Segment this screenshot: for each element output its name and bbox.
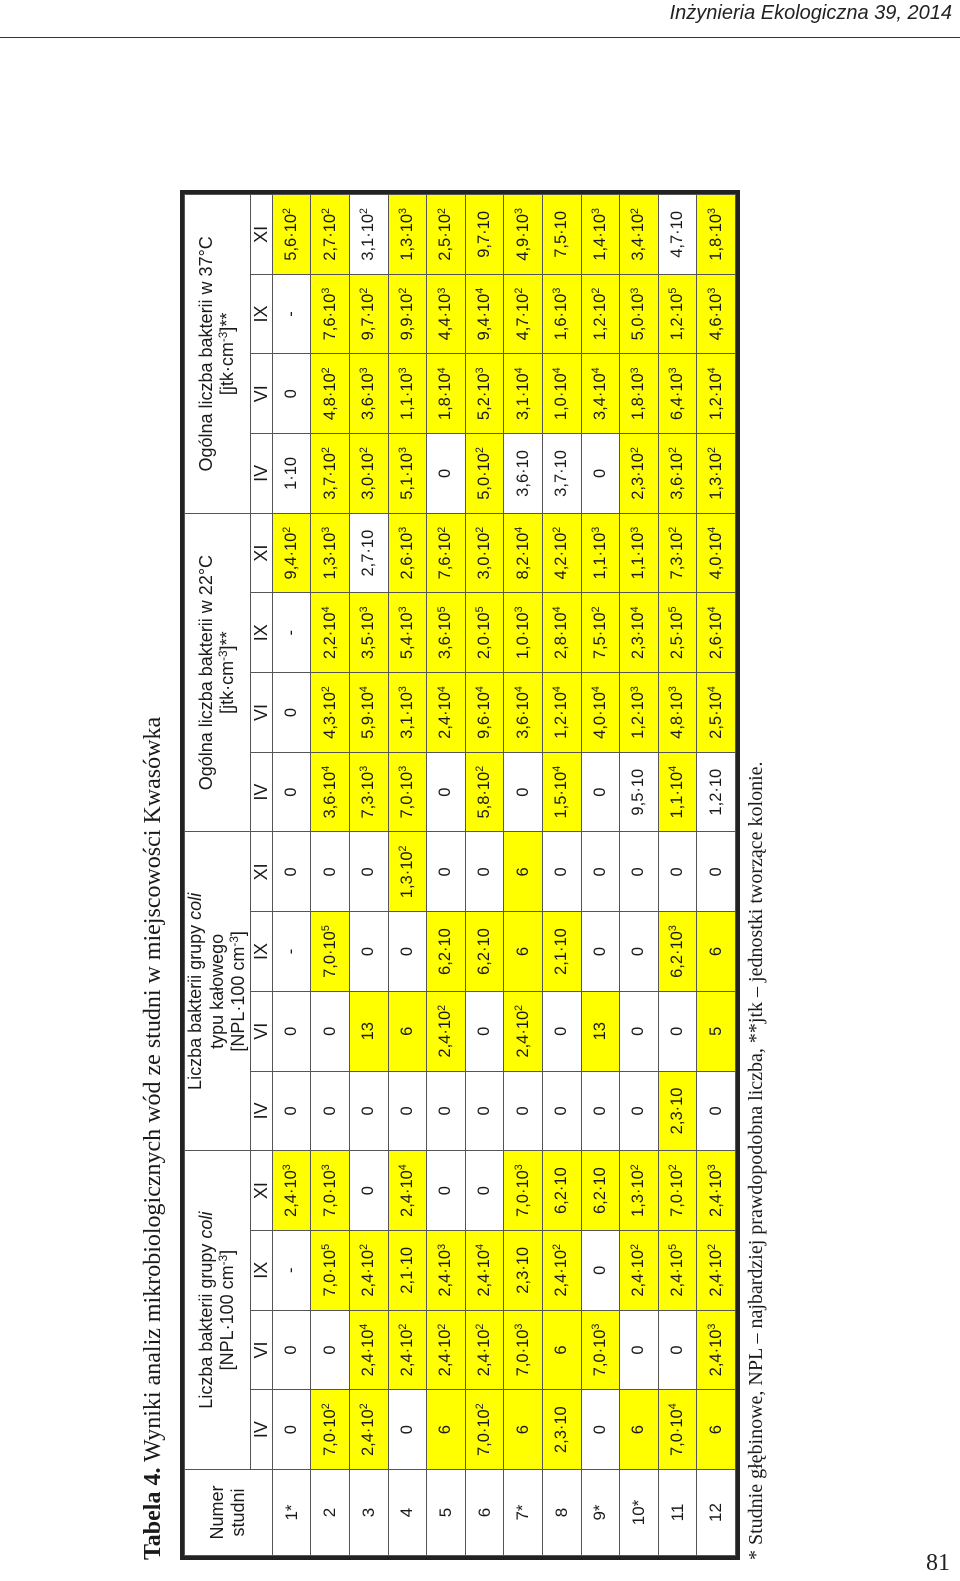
value-cell: $1,1\cdot 10^3$: [388, 354, 427, 434]
value-cell: $7,0\cdot 10^3$: [504, 1151, 543, 1231]
value-cell: $2,4\cdot 10^5$: [658, 1230, 697, 1310]
value-cell: $2,3\cdot 10^2$: [620, 434, 659, 514]
value-cell: $1,6\cdot 10^3$: [542, 274, 581, 354]
value-cell: $2,4\cdot 10^2$: [427, 991, 466, 1071]
value-cell: $9,4\cdot 10^4$: [465, 274, 504, 354]
value-cell: 6,2·10: [581, 1151, 620, 1231]
value-cell: 2,3·10: [542, 1390, 581, 1470]
value-cell: $5,0\cdot 10^2$: [465, 434, 504, 514]
value-cell: $2,4\cdot 10^3$: [272, 1151, 311, 1231]
value-cell: $2,4\cdot 10^2$: [388, 1310, 427, 1390]
value-cell: $3,5\cdot 10^3$: [349, 593, 388, 673]
value-cell: $7,0\cdot 10^2$: [311, 1390, 350, 1470]
header-month-ix: IX: [250, 274, 272, 354]
value-cell: $3,4\cdot 10^4$: [581, 354, 620, 434]
table-row: [697, 195, 736, 1556]
value-cell: 0: [620, 1310, 659, 1390]
value-cell: 3,6·10: [504, 434, 543, 514]
value-cell: -: [272, 912, 311, 992]
value-cell: 0: [581, 434, 620, 514]
header-group-4: Ogólna liczba bakterii w 37°C $[jtk\cdot cm^{-3}]**$: [185, 195, 251, 514]
value-cell: 0: [427, 752, 466, 832]
value-cell: $7,3\cdot 10^2$: [658, 513, 697, 593]
value-cell: 6: [427, 1390, 466, 1470]
value-cell: 6: [504, 1390, 543, 1470]
value-cell: 0: [542, 832, 581, 912]
well-number-cell: 7*: [504, 1470, 543, 1556]
value-cell: $2,6\cdot 10^3$: [388, 513, 427, 593]
value-cell: 6: [388, 991, 427, 1071]
value-cell: $2,4\cdot 10^4$: [388, 1151, 427, 1231]
value-cell: 0: [465, 832, 504, 912]
value-cell: $7,0\cdot 10^3$: [504, 1310, 543, 1390]
value-cell: $1,2\cdot 10^4$: [697, 354, 736, 434]
value-cell: $4,0\cdot 10^4$: [697, 513, 736, 593]
value-cell: 0: [658, 991, 697, 1071]
value-cell: $2,0\cdot 10^5$: [465, 593, 504, 673]
value-cell: 0: [272, 1310, 311, 1390]
value-cell: 0: [427, 1151, 466, 1231]
value-cell: $1,2\cdot 10^2$: [581, 274, 620, 354]
value-cell: 0: [542, 1071, 581, 1151]
value-cell: $9,7\cdot 10^2$: [349, 274, 388, 354]
value-cell: 0: [658, 1310, 697, 1390]
value-cell: 0: [504, 1071, 543, 1151]
value-cell: $2,2\cdot 10^4$: [311, 593, 350, 673]
well-number-cell: 1*: [272, 1470, 311, 1556]
value-cell: 0: [465, 1151, 504, 1231]
value-cell: 2,3·10: [658, 1071, 697, 1151]
value-cell: $4,2\cdot 10^2$: [542, 513, 581, 593]
value-cell: $1,2\cdot 10^5$: [658, 274, 697, 354]
value-cell: $4,0\cdot 10^4$: [581, 673, 620, 753]
value-cell: 6: [697, 1390, 736, 1470]
value-cell: $1,2\cdot 10^3$: [620, 673, 659, 753]
value-cell: $5,2\cdot 10^3$: [465, 354, 504, 434]
value-cell: $2,4\cdot 10^2$: [465, 1310, 504, 1390]
header-group-3: Ogólna liczba bakterii w 22°C $[jtk\cdot cm^{-3}]**$: [185, 513, 251, 832]
header-month-vi: VI: [250, 673, 272, 753]
value-cell: $2,4\cdot 10^2$: [697, 1230, 736, 1310]
value-cell: $4,8\cdot 10^2$: [311, 354, 350, 434]
value-cell: 0: [272, 1390, 311, 1470]
well-number-cell: 4: [388, 1470, 427, 1556]
value-cell: 0: [620, 991, 659, 1071]
value-cell: 2,1·10: [388, 1230, 427, 1310]
value-cell: $7,6\cdot 10^2$: [427, 513, 466, 593]
table-row: [620, 195, 659, 1556]
value-cell: $2,4\cdot 10^2$: [349, 1390, 388, 1470]
value-cell: $1,3\cdot 10^3$: [311, 513, 350, 593]
value-cell: 0: [581, 912, 620, 992]
well-number-cell: 3: [349, 1470, 388, 1556]
value-cell: 0: [581, 832, 620, 912]
value-cell: $7,0\cdot 10^2$: [465, 1390, 504, 1470]
value-cell: 9,5·10: [620, 752, 659, 832]
value-cell: $3,0\cdot 10^2$: [349, 434, 388, 514]
value-cell: 0: [272, 354, 311, 434]
value-cell: 0: [311, 1310, 350, 1390]
value-cell: $2,4\cdot 10^2$: [349, 1230, 388, 1310]
header-row-groups: [185, 195, 251, 1556]
value-cell: $4,3\cdot 10^2$: [311, 673, 350, 753]
value-cell: $2,4\cdot 10^3$: [427, 1230, 466, 1310]
value-cell: -: [272, 593, 311, 673]
page-number: 81: [926, 1550, 950, 1576]
value-cell: 0: [542, 991, 581, 1071]
value-cell: 0: [272, 673, 311, 753]
table-row: [465, 195, 504, 1556]
value-cell: $5,9\cdot 10^4$: [349, 673, 388, 753]
value-cell: 0: [311, 1071, 350, 1151]
value-cell: $5,4\cdot 10^3$: [388, 593, 427, 673]
value-cell: $1,1\cdot 10^3$: [581, 513, 620, 593]
value-cell: 0: [581, 752, 620, 832]
value-cell: $7,0\cdot 10^3$: [388, 752, 427, 832]
value-cell: 0: [311, 991, 350, 1071]
value-cell: $4,9\cdot 10^3$: [504, 195, 543, 275]
value-cell: $4,8\cdot 10^3$: [658, 673, 697, 753]
table-row: [581, 195, 620, 1556]
value-cell: 0: [658, 832, 697, 912]
value-cell: 4,7·10: [658, 195, 697, 275]
value-cell: 0: [349, 912, 388, 992]
value-cell: 6,2·10: [542, 1151, 581, 1231]
well-number-cell: 11: [658, 1470, 697, 1556]
value-cell: 7,5·10: [542, 195, 581, 275]
table-caption: [140, 717, 167, 1560]
header-month-xi: XI: [250, 1151, 272, 1231]
well-number-cell: 10*: [620, 1470, 659, 1556]
value-cell: 0: [504, 752, 543, 832]
value-cell: $3,4\cdot 10^2$: [620, 195, 659, 275]
value-cell: $2,4\cdot 10^2$: [427, 1310, 466, 1390]
value-cell: $1,3\cdot 10^2$: [388, 832, 427, 912]
well-number-cell: 9*: [581, 1470, 620, 1556]
header-well-number: Numer studni: [185, 1470, 273, 1556]
value-cell: $2,4\cdot 10^4$: [465, 1230, 504, 1310]
header-month-iv: IV: [250, 1390, 272, 1470]
header-month-vi: VI: [250, 991, 272, 1071]
table-row: [272, 195, 311, 1556]
table-row: [311, 195, 350, 1556]
header-month-iv: IV: [250, 1071, 272, 1151]
value-cell: $2,6\cdot 10^4$: [697, 593, 736, 673]
value-cell: 0: [388, 1390, 427, 1470]
table-footnote: * Studnie głębinowe, NPL – najbardziej prawdopodobna liczba, **jtk – jednostki tworzące kolonie.: [745, 761, 767, 1560]
value-cell: 2,7·10: [349, 513, 388, 593]
value-cell: $1,4\cdot 10^3$: [581, 195, 620, 275]
value-cell: $7,6\cdot 10^3$: [311, 274, 350, 354]
value-cell: $1,3\cdot 10^3$: [388, 195, 427, 275]
value-cell: 6: [620, 1390, 659, 1470]
table-row: [658, 195, 697, 1556]
value-cell: $5,8\cdot 10^2$: [465, 752, 504, 832]
value-cell: 3,7·10: [542, 434, 581, 514]
value-cell: $8,2\cdot 10^4$: [504, 513, 543, 593]
value-cell: 0: [620, 1071, 659, 1151]
value-cell: $1,2\cdot 10^4$: [542, 673, 581, 753]
value-cell: 0: [581, 1071, 620, 1151]
header-month-xi: XI: [250, 832, 272, 912]
value-cell: 0: [620, 832, 659, 912]
value-cell: $2,4\cdot 10^2$: [542, 1230, 581, 1310]
value-cell: $9,4\cdot 10^2$: [272, 513, 311, 593]
value-cell: $1,3\cdot 10^2$: [697, 434, 736, 514]
value-cell: 0: [427, 434, 466, 514]
value-cell: 9,7·10: [465, 195, 504, 275]
value-cell: $3,0\cdot 10^2$: [465, 513, 504, 593]
value-cell: $2,7\cdot 10^2$: [311, 195, 350, 275]
value-cell: $1,0\cdot 10^4$: [542, 354, 581, 434]
value-cell: $1,1\cdot 10^3$: [620, 513, 659, 593]
value-cell: $2,4\cdot 10^2$: [620, 1230, 659, 1310]
header-group-2: Liczba bakterii grupy coli typu kałowego [NPL·100 $cm^{-3}$]: [185, 832, 251, 1151]
caption-text: Wyniki analiz mikrobiologicznych wód ze studni w miejscowości Kwasówka: [140, 716, 166, 1468]
value-cell: $2,4\cdot 10^3$: [697, 1310, 736, 1390]
value-cell: 13: [349, 991, 388, 1071]
value-cell: $2,4\cdot 10^4$: [349, 1310, 388, 1390]
value-cell: $5,6\cdot 10^2$: [272, 195, 311, 275]
value-cell: $7,0\cdot 10^3$: [581, 1310, 620, 1390]
value-cell: 1·10: [272, 434, 311, 514]
header-month-xi: XI: [250, 513, 272, 593]
well-number-cell: 2: [311, 1470, 350, 1556]
value-cell: 0: [697, 1071, 736, 1151]
value-cell: $6,2\cdot 10^3$: [658, 912, 697, 992]
journal-header: Inżynieria Ekologiczna 39, 2014: [669, 2, 952, 24]
value-cell: $9,9\cdot 10^2$: [388, 274, 427, 354]
rotated-table-block: [140, 70, 780, 1560]
value-cell: 6: [504, 912, 543, 992]
header-month-xi: XI: [250, 195, 272, 275]
value-cell: 0: [388, 1071, 427, 1151]
value-cell: 0: [620, 912, 659, 992]
header-rule: [0, 37, 960, 38]
value-cell: $2,4\cdot 10^3$: [697, 1151, 736, 1231]
value-cell: $7,0\cdot 10^5$: [311, 912, 350, 992]
results-table: [184, 194, 736, 1556]
value-cell: $1,8\cdot 10^3$: [697, 195, 736, 275]
header-month-ix: IX: [250, 593, 272, 673]
value-cell: $1,8\cdot 10^3$: [620, 354, 659, 434]
value-cell: $7,0\cdot 10^5$: [311, 1230, 350, 1310]
value-cell: 0: [427, 832, 466, 912]
value-cell: 2,1·10: [542, 912, 581, 992]
header-month-iv: IV: [250, 434, 272, 514]
value-cell: 6: [542, 1310, 581, 1390]
well-number-cell: 12: [697, 1470, 736, 1556]
value-cell: $3,6\cdot 10^4$: [504, 673, 543, 753]
value-cell: 0: [349, 832, 388, 912]
table-row: [427, 195, 466, 1556]
value-cell: $5,0\cdot 10^3$: [620, 274, 659, 354]
value-cell: $5,1\cdot 10^3$: [388, 434, 427, 514]
value-cell: $4,6\cdot 10^3$: [697, 274, 736, 354]
value-cell: $9,6\cdot 10^4$: [465, 673, 504, 753]
value-cell: $2,3\cdot 10^4$: [620, 593, 659, 673]
value-cell: $2,4\cdot 10^4$: [427, 673, 466, 753]
value-cell: 6,2·10: [427, 912, 466, 992]
value-cell: $1,3\cdot 10^2$: [620, 1151, 659, 1231]
value-cell: $4,7\cdot 10^2$: [504, 274, 543, 354]
value-cell: -: [272, 1230, 311, 1310]
value-cell: 0: [272, 832, 311, 912]
table-row: [504, 195, 543, 1556]
header-month-vi: VI: [250, 354, 272, 434]
value-cell: 0: [465, 991, 504, 1071]
caption-label: Tabela 4.: [140, 1467, 166, 1560]
value-cell: 6: [697, 912, 736, 992]
value-cell: $2,5\cdot 10^5$: [658, 593, 697, 673]
value-cell: $7,5\cdot 10^2$: [581, 593, 620, 673]
value-cell: $3,1\cdot 10^4$: [504, 354, 543, 434]
value-cell: 6,2·10: [465, 912, 504, 992]
header-group-1: Liczba bakterii grupy coli [NPL·100 $cm^{-3}$]: [185, 1151, 251, 1470]
value-cell: $6,4\cdot 10^3$: [658, 354, 697, 434]
value-cell: $7,0\cdot 10^4$: [658, 1390, 697, 1470]
value-cell: $7,0\cdot 10^2$: [658, 1151, 697, 1231]
value-cell: 1,2·10: [697, 752, 736, 832]
table-row: [542, 195, 581, 1556]
value-cell: 0: [388, 912, 427, 992]
value-cell: $3,6\cdot 10^5$: [427, 593, 466, 673]
value-cell: $7,3\cdot 10^3$: [349, 752, 388, 832]
table-row: [388, 195, 427, 1556]
value-cell: 0: [349, 1151, 388, 1231]
well-number-cell: 6: [465, 1470, 504, 1556]
header-month-ix: IX: [250, 1230, 272, 1310]
value-cell: 5: [697, 991, 736, 1071]
value-cell: $3,7\cdot 10^2$: [311, 434, 350, 514]
table-frame: [180, 190, 740, 1560]
value-cell: 0: [465, 1071, 504, 1151]
value-cell: -: [272, 274, 311, 354]
value-cell: $3,1\cdot 10^2$: [349, 195, 388, 275]
value-cell: $7,0\cdot 10^3$: [311, 1151, 350, 1231]
value-cell: $1,8\cdot 10^4$: [427, 354, 466, 434]
value-cell: $1,0\cdot 10^3$: [504, 593, 543, 673]
header-month-vi: VI: [250, 1310, 272, 1390]
value-cell: 0: [427, 1071, 466, 1151]
value-cell: 0: [581, 1390, 620, 1470]
value-cell: 0: [581, 1230, 620, 1310]
value-cell: $1,1\cdot 10^4$: [658, 752, 697, 832]
value-cell: 0: [272, 991, 311, 1071]
well-number-cell: 8: [542, 1470, 581, 1556]
value-cell: $2,5\cdot 10^2$: [427, 195, 466, 275]
header-month-ix: IX: [250, 912, 272, 992]
value-cell: $3,6\cdot 10^2$: [658, 434, 697, 514]
header-month-iv: IV: [250, 752, 272, 832]
value-cell: $3,6\cdot 10^4$: [311, 752, 350, 832]
value-cell: 0: [272, 1071, 311, 1151]
well-number-cell: 5: [427, 1470, 466, 1556]
value-cell: $1,5\cdot 10^4$: [542, 752, 581, 832]
value-cell: $2,5\cdot 10^4$: [697, 673, 736, 753]
value-cell: 2,3·10: [504, 1230, 543, 1310]
value-cell: $3,6\cdot 10^3$: [349, 354, 388, 434]
value-cell: 0: [697, 832, 736, 912]
value-cell: 0: [349, 1071, 388, 1151]
value-cell: 6: [504, 832, 543, 912]
value-cell: 13: [581, 991, 620, 1071]
value-cell: $4,4\cdot 10^3$: [427, 274, 466, 354]
value-cell: 0: [272, 752, 311, 832]
value-cell: $3,1\cdot 10^3$: [388, 673, 427, 753]
value-cell: 0: [311, 832, 350, 912]
value-cell: $2,8\cdot 10^4$: [542, 593, 581, 673]
table-body: [272, 195, 735, 1556]
header-row-months: [250, 195, 272, 1556]
value-cell: $2,4\cdot 10^2$: [504, 991, 543, 1071]
table-row: [349, 195, 388, 1556]
